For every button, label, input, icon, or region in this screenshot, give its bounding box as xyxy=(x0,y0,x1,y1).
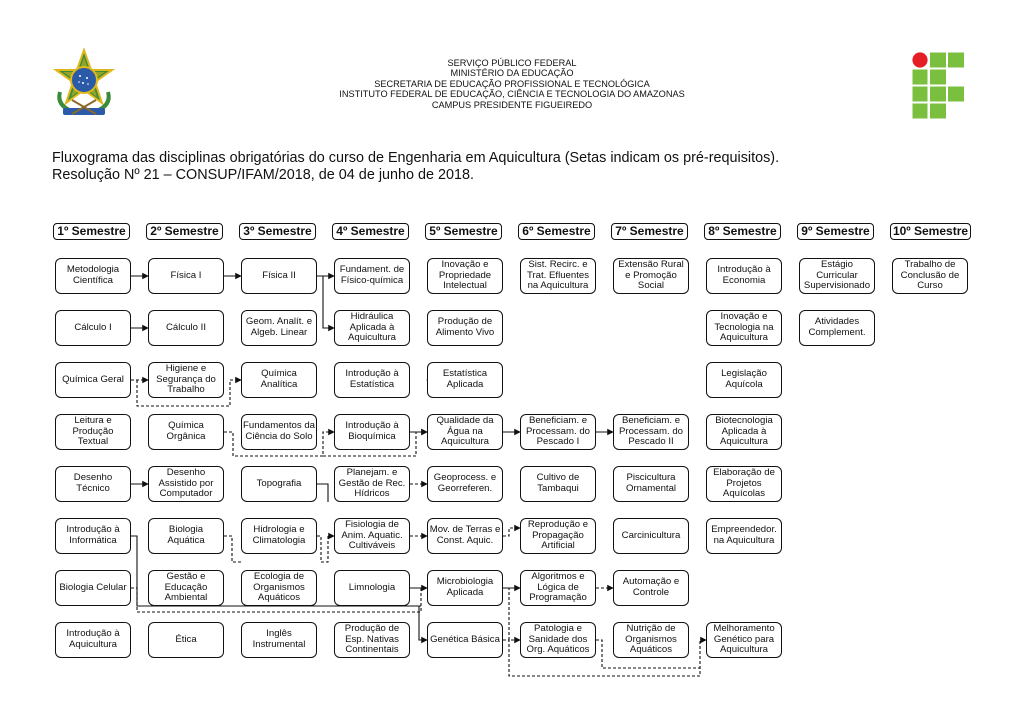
course-box: Hidrologia e Climatologia xyxy=(241,518,317,554)
prerequisite-arrow xyxy=(503,528,520,536)
course-box: Introdução à Informática xyxy=(55,518,131,554)
course-box: Biologia Aquática xyxy=(148,518,224,554)
course-box: Trabalho de Conclusão de Curso xyxy=(892,258,968,294)
header-line: SERVIÇO PÚBLICO FEDERAL xyxy=(447,58,577,68)
course-box: Piscicultura Ornamental xyxy=(613,466,689,502)
course-box: Produção de Esp. Nativas Continentais xyxy=(334,622,410,658)
prerequisite-arrow xyxy=(503,588,520,640)
course-box: Física I xyxy=(148,258,224,294)
semester-header: 2º Semestre xyxy=(146,223,223,240)
course-box: Atividades Complement. xyxy=(799,310,875,346)
prerequisite-arrow xyxy=(419,606,427,640)
course-box: Estatística Aplicada xyxy=(427,362,503,398)
header-line: INSTITUTO FEDERAL DE EDUCAÇÃO, CIÊNCIA E TECNOLOGIA DO AMAZONAS xyxy=(339,89,685,100)
semester-header: 5º Semestre xyxy=(425,223,502,240)
course-box: Genética Básica xyxy=(427,622,503,658)
course-box: Sist. Recirc. e Trat. Efluentes na Aquicultura xyxy=(520,258,596,294)
course-box: Ecologia de Organismos Aquáticos xyxy=(241,570,317,606)
course-box: Cultivo de Tambaqui xyxy=(520,466,596,502)
course-box: Planejam. e Gestão de Rec. Hídricos xyxy=(334,466,410,502)
semester-header: 9º Semestre xyxy=(797,223,874,240)
course-box: Química Geral xyxy=(55,362,131,398)
course-box: Introdução à Economia xyxy=(706,258,782,294)
header-line: SECRETARIA DE EDUCAÇÃO PROFISSIONAL E TECNOLÓGICA xyxy=(374,78,650,89)
course-box: Biologia Celular xyxy=(55,570,131,606)
prerequisite-connector xyxy=(224,536,241,562)
course-box: Microbiologia Aplicada xyxy=(427,570,503,606)
course-box: Produção de Alimento Vivo xyxy=(427,310,503,346)
semester-header: 6º Semestre xyxy=(518,223,595,240)
course-box: Legislação Aquícola xyxy=(706,362,782,398)
semester-header: 1º Semestre xyxy=(53,223,130,240)
course-box: Geom. Analít. e Algeb. Linear xyxy=(241,310,317,346)
course-box: Fundament. de Físico-química xyxy=(334,258,410,294)
course-box: Ética xyxy=(148,622,224,658)
course-box: Beneficiam. e Processam. do Pescado I xyxy=(520,414,596,450)
course-box: Melhoramento Genético para Aquicultura xyxy=(706,622,782,658)
course-box: Química Analítica xyxy=(241,362,317,398)
course-box: Carcinicultura xyxy=(613,518,689,554)
course-box: Cálculo I xyxy=(55,310,131,346)
course-box: Cálculo II xyxy=(148,310,224,346)
course-box: Introdução à Estatística xyxy=(334,362,410,398)
course-box: Algoritmos e Lógica de Programação xyxy=(520,570,596,606)
course-box: Biotecnologia Aplicada à Aquicultura xyxy=(706,414,782,450)
course-box: Inovação e Tecnologia na Aquicultura xyxy=(706,310,782,346)
course-box: Fundamentos da Ciência do Solo xyxy=(241,414,317,450)
course-box: Leitura e Produção Textual xyxy=(55,414,131,450)
course-box: Elaboração de Projetos Aquícolas xyxy=(706,466,782,502)
course-box: Topografia xyxy=(241,466,317,502)
header-line: CAMPUS PRESIDENTE FIGUEIREDO xyxy=(431,99,593,110)
course-box: Hidráulica Aplicada à Aquicultura xyxy=(334,310,410,346)
course-box: Desenho Assistido por Computador xyxy=(148,466,224,502)
course-box: Estágio Curricular Supervisionado xyxy=(799,258,875,294)
course-box: Química Orgânica xyxy=(148,414,224,450)
course-box: Nutrição de Organismos Aquáticos xyxy=(613,622,689,658)
course-box: Automação e Controle xyxy=(613,570,689,606)
prerequisite-connector xyxy=(131,588,137,612)
course-box: Geoprocess. e Georreferen. xyxy=(427,466,503,502)
semester-header: 7º Semestre xyxy=(611,223,688,240)
course-box: Introdução à Bioquímica xyxy=(334,414,410,450)
title-line-1: Fluxograma das disciplinas obrigatórias do curso de Engenharia em Aquicultura (Setas indicam os pré-requisitos). xyxy=(52,150,780,166)
course-box: Mov. de Terras e Const. Aquic. xyxy=(427,518,503,554)
course-box: Patologia e Sanidade dos Org. Aquáticos xyxy=(520,622,596,658)
course-box: Beneficiam. e Processam. do Pescado II xyxy=(613,414,689,450)
course-box: Inglês Instrumental xyxy=(241,622,317,658)
course-box: Gestão e Educação Ambiental xyxy=(148,570,224,606)
title-line-2: Resolução Nº 21 – CONSUP/IFAM/2018, de 04 de junho de 2018. xyxy=(52,167,475,183)
prerequisite-arrow xyxy=(317,536,334,562)
course-box: Introdução à Aquicultura xyxy=(55,622,131,658)
course-box: Física II xyxy=(241,258,317,294)
semester-header: 3º Semestre xyxy=(239,223,316,240)
header-line: MINISTÉRIO DA EDUCAÇÃO xyxy=(450,68,574,79)
course-box: Higiene e Segurança do Trabalho xyxy=(148,362,224,398)
course-box: Inovação e Propriedade Intelectual xyxy=(427,258,503,294)
semester-header: 10º Semestre xyxy=(890,223,971,240)
semester-header: 8º Semestre xyxy=(704,223,781,240)
course-box: Limnologia xyxy=(334,570,410,606)
course-box: Metodologia Científica xyxy=(55,258,131,294)
prerequisite-arrow xyxy=(323,276,334,328)
course-box: Empreendedor. na Aquicultura xyxy=(706,518,782,554)
course-box: Extensão Rural e Promoção Social xyxy=(613,258,689,294)
course-box: Reprodução e Propagação Artificial xyxy=(520,518,596,554)
course-box: Qualidade da Água na Aquicultura xyxy=(427,414,503,450)
prerequisite-connector xyxy=(317,484,328,502)
course-box: Fisiologia de Anim. Aquatic. Cultiváveis xyxy=(334,518,410,554)
course-box: Desenho Técnico xyxy=(55,466,131,502)
semester-header: 4º Semestre xyxy=(332,223,409,240)
